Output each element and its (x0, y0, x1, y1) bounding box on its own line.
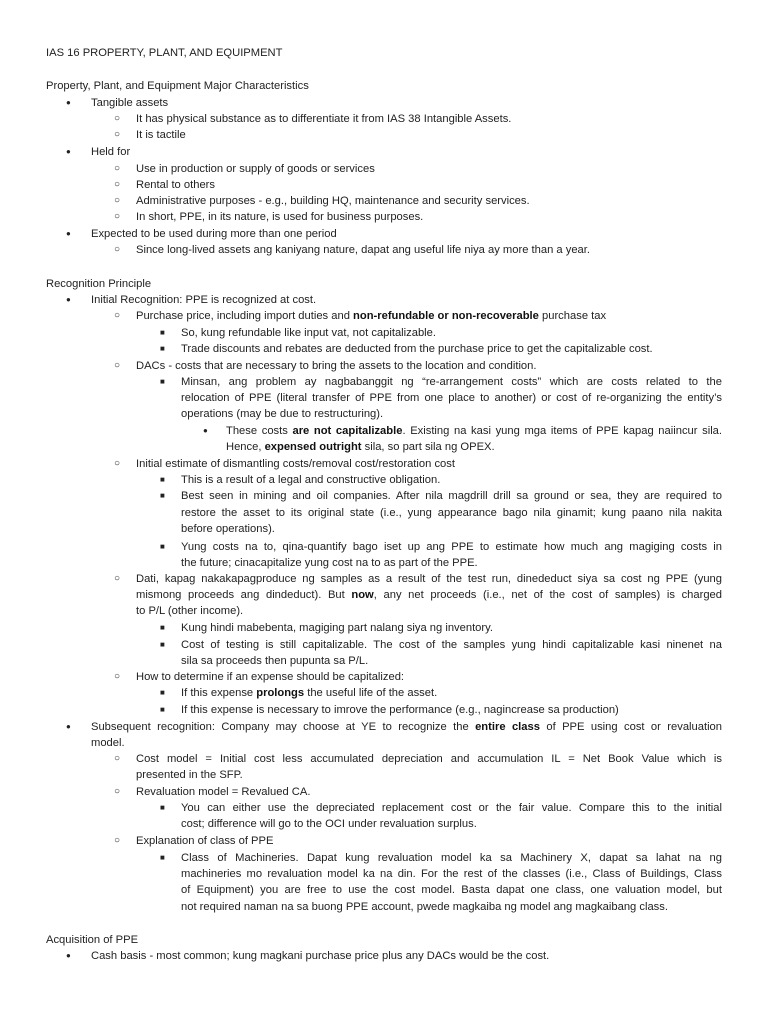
list-item: Since long-lived assets ang kaniyang nature, dapat ang useful life niya ay more than a year. (136, 244, 590, 256)
bullet-circle-icon: ○ (114, 671, 121, 682)
list-item: Expected to be used during more than one period (91, 228, 337, 240)
list-item: Trade discounts and rebates are deducted from the purchase price to get the capitalizable cost. (181, 343, 653, 355)
list-item: Explanation of class of PPE (136, 835, 274, 847)
bullet-circle-icon: ○ (114, 310, 121, 321)
list-item: If this expense prolongs the useful life of the asset. (181, 687, 438, 699)
bullet-disc-icon: ● (66, 98, 71, 107)
list-item: It is tactile (136, 129, 186, 141)
bullet-circle-icon: ○ (114, 458, 121, 469)
bullet-square-icon: ■ (160, 328, 165, 337)
bullet-disc-icon: ● (66, 147, 71, 156)
bullet-circle-icon: ○ (114, 179, 121, 190)
list-item: Rental to others (136, 179, 215, 191)
list-item: Cash basis - most common; kung magkani purchase price plus any DACs would be the cost. (91, 950, 550, 962)
list-item: Kung hindi mabebenta, magiging part nalang siya ng inventory. (181, 622, 494, 634)
list-item: Purchase price, including import duties and non-refundable or non-recoverable purchase tax (136, 310, 607, 322)
list-item: Best seen in mining and oil companies. After nila magdrill drill sa ground or sea, they are required to (181, 490, 722, 502)
list-item-continued: not required naman na sa buong PPE account, pwede magkaiba ng model ang magkaibang class. (181, 901, 668, 913)
bullet-circle-icon: ○ (114, 835, 121, 846)
bullet-disc-icon: ● (66, 951, 71, 960)
list-item: Revaluation model = Revalued CA. (136, 786, 311, 798)
list-item: Cost of testing is still capitalizable. The cost of the samples yung hindi capitalizable kasi ninenet na (181, 639, 722, 651)
section-heading-recognition: Recognition Principle (46, 278, 152, 290)
bullet-square-icon: ■ (160, 688, 165, 697)
bullet-circle-icon: ○ (114, 211, 121, 222)
list-item: DACs - costs that are necessary to bring the assets to the location and condition. (136, 360, 537, 372)
bullet-square-icon: ■ (160, 640, 165, 649)
bullet-square-icon: ■ (160, 344, 165, 353)
section-heading-characteristics: Property, Plant, and Equipment Major Characteristics (46, 80, 309, 92)
list-item: If this expense is necessary to imrove the performance (e.g., nagincrease sa production) (181, 704, 619, 716)
list-item-continued: model. (91, 737, 125, 749)
list-item-continued: restore the asset to its original state (i.e., yung appearance bago nila ginamit; kung paano nila nakita (181, 507, 722, 519)
bullet-square-icon: ■ (160, 542, 165, 551)
bullet-square-icon: ■ (160, 705, 165, 714)
bullet-circle-icon: ○ (114, 753, 121, 764)
bullet-square-icon: ■ (160, 377, 165, 386)
list-item-continued: Hence, expensed outright sila, so part sila ng OPEX. (226, 441, 495, 453)
list-item-continued: mismong proceeds ang dindeduct). But now, any net proceeds (i.e., net of the cost of samples) is charged (136, 589, 723, 601)
bullet-circle-icon: ○ (114, 163, 121, 174)
list-item: Yung costs na to, qina-quantify bago iset up ang PPE to estimate how much ang magiging costs in (181, 541, 722, 553)
list-item: Initial Recognition: PPE is recognized at cost. (91, 294, 317, 306)
list-item-continued: presented in the SFP. (136, 769, 243, 781)
list-item: Subsequent recognition: Company may choose at YE to recognize the entire class of PPE using cost or revaluation (91, 721, 723, 733)
list-item: Initial estimate of dismantling costs/removal cost/restoration cost (136, 458, 455, 470)
bullet-square-icon: ■ (160, 803, 165, 812)
list-item: So, kung refundable like input vat, not capitalizable. (181, 327, 436, 339)
bullet-disc-icon: ● (203, 426, 208, 435)
list-item: Tangible assets (91, 97, 169, 109)
list-item: You can either use the depreciated replacement cost or the fair value. Compare this to the initial (181, 802, 722, 814)
bullet-square-icon: ■ (160, 475, 165, 484)
list-item-continued: to P/L (other income). (136, 605, 244, 617)
list-item: Dati, kapag nakakapagproduce ng samples as a result of the test run, dinededuct siya sa cost ng PPE (yung (136, 573, 722, 585)
bullet-circle-icon: ○ (114, 195, 121, 206)
list-item: Use in production or supply of goods or services (136, 163, 375, 175)
bullet-circle-icon: ○ (114, 573, 121, 584)
list-item-continued: sila sa proceeds then pupunta sa P/L. (181, 655, 369, 667)
list-item: In short, PPE, in its nature, is used for business purposes. (136, 211, 424, 223)
bullet-circle-icon: ○ (114, 244, 121, 255)
bullet-circle-icon: ○ (114, 360, 121, 371)
section-heading-acquisition: Acquisition of PPE (46, 934, 139, 946)
list-item-continued: operations (may be due to restructuring). (181, 408, 384, 420)
list-item: Minsan, ang problem ay nagbabanggit ng “re-arrangement costs” which are costs related to the (181, 376, 722, 388)
list-item-continued: the future; cinacapitalize yung cost na to as part of the PPE. (181, 557, 478, 569)
list-item: This is a result of a legal and constructive obligation. (181, 474, 441, 486)
list-item: Cost model = Initial cost less accumulated depreciation and accumulation IL = Net Book Value which is (136, 753, 722, 765)
list-item-continued: before operations). (181, 523, 275, 535)
list-item: Class of Machineries. Dapat kung revaluation model ka sa Machinery X, dapat sa lahat na ng (181, 852, 722, 864)
list-item: These costs are not capitalizable. Existing na kasi yung mga items of PPE kapag naiincur sila. (226, 425, 723, 437)
list-item-continued: relocation of PPE (literal transfer of PPE from one place to another) or cost of re-organizing the entity’s (181, 392, 722, 404)
bullet-disc-icon: ● (66, 722, 71, 731)
bullet-disc-icon: ● (66, 229, 71, 238)
list-item: Administrative purposes - e.g., building HQ, maintenance and security services. (136, 195, 530, 207)
bullet-square-icon: ■ (160, 623, 165, 632)
list-item-continued: cost; difference will go to the OCI under revaluation surplus. (181, 818, 477, 830)
list-item-continued: of Equipment) you are free to use the cost model. Basta dapat one class, one valuation model, but (181, 884, 722, 896)
bullet-square-icon: ■ (160, 491, 165, 500)
list-item: Held for (91, 146, 131, 158)
list-item: It has physical substance as to differentiate it from IAS 38 Intangible Assets. (136, 113, 512, 125)
doc-title: IAS 16 PROPERTY, PLANT, AND EQUIPMENT (46, 47, 283, 59)
bullet-circle-icon: ○ (114, 113, 121, 124)
bullet-circle-icon: ○ (114, 786, 121, 797)
list-item: How to determine if an expense should be capitalized: (136, 671, 405, 683)
bullet-square-icon: ■ (160, 853, 165, 862)
list-item-continued: machineries mo revaluation model ka na din. For the rest of the classes (i.e., Class of Buildings, Class (181, 868, 722, 880)
bullet-disc-icon: ● (66, 295, 71, 304)
bullet-circle-icon: ○ (114, 129, 121, 140)
